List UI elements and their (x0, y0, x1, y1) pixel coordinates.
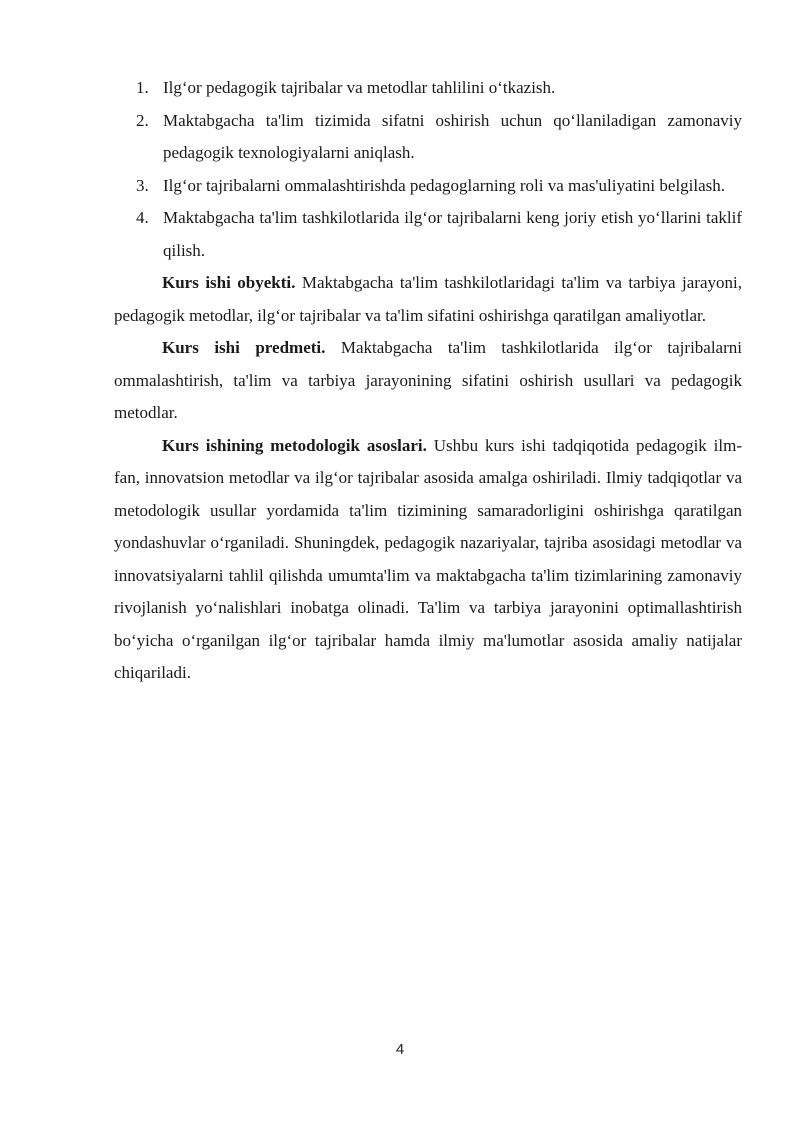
list-item-text: Ilg‘or tajribalarni ommalashtirishda pedagoglarning roli va mas'uliyatini belgilash. (163, 175, 726, 195)
methodology-text: Ushbu kurs ishi tadqiqotida pedagogik ilm-fan, innovatsion metodlar va ilg‘or tajribalar asosida amalga oshiriladi. Ilmiy tadqiqotlar va metodologik usullar yordamida ta'lim tizimining samaradorligini oshirishga qaratilgan yondashuvlar o‘rganiladi. Shuningdek, pedagogik nazariyalar, tajriba asosidagi metodlar va innovatsiyalarni tahlil qilishda umumta'lim va maktabgacha ta'lim tizimlarining zamonaviy rivojlanish yo‘nalishlari inobatga olinadi. Ta'lim va tarbiya jarayonini optimallashtirish bo‘yicha o‘rganilgan ilg‘or tajribalar hamda ilmiy ma'lumotlar asosida amaliy natijalar chiqariladi. (114, 435, 743, 682)
list-item (114, 170, 742, 203)
list-item-text: Maktabgacha ta'lim tashkilotlarida ilg‘or tajribalarni keng joriy etish yo‘llarini taklif qilish. (163, 208, 742, 260)
subject-heading: Kurs ishi predmeti. (162, 338, 326, 357)
object-paragraph (114, 267, 742, 332)
page-number: 4 (395, 1041, 405, 1058)
objectives-list (114, 72, 742, 267)
object-heading: Kurs ishi obyekti. (162, 273, 296, 292)
list-item (114, 105, 742, 170)
methodology-heading: Kurs ishining metodologik asoslari. (162, 435, 427, 455)
list-item-text: Ilg‘or pedagogik tajribalar va metodlar tahlilini o‘tkazish. (163, 78, 556, 97)
list-item-number: 2. (136, 110, 149, 130)
object-text: Maktabgacha ta'lim tashkilotlaridagi ta'lim va tarbiya jarayoni, pedagogik metodlar, ilg‘or tajribalar va ta'lim sifatini oshirishga qaratilgan amaliyotlar. (114, 273, 742, 325)
page-body (114, 72, 742, 690)
list-item (114, 202, 742, 267)
subject-text: Maktabgacha ta'lim tashkilotlarida ilg‘or tajribalarni ommalashtirish, ta'lim va tarbiya jarayonining sifatini oshirish usullari va pedagogik metodlar. (114, 338, 742, 422)
list-item-number: 1. (136, 78, 149, 97)
list-item (114, 72, 742, 105)
list-item-number: 4. (136, 208, 149, 227)
methodology-paragraph (114, 430, 742, 690)
list-item-text: Maktabgacha ta'lim tizimida sifatni oshirish uchun qo‘llaniladigan zamonaviy pedagogik texnologiyalarni aniqlash. (163, 110, 742, 162)
subject-paragraph (114, 332, 742, 430)
list-item-number: 3. (136, 175, 149, 195)
